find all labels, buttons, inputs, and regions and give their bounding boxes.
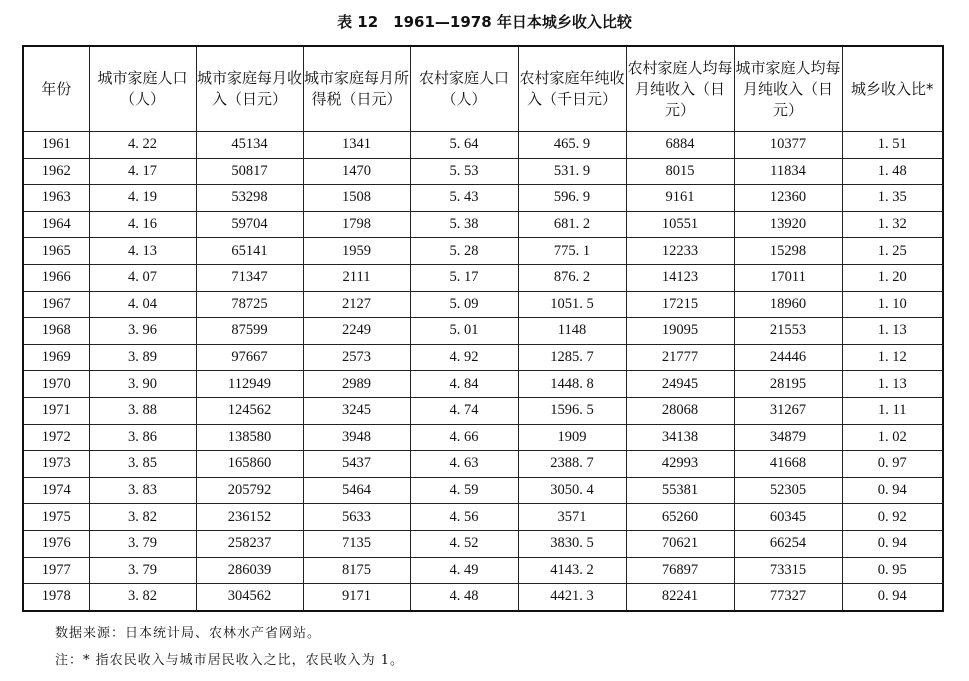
- table-cell: 5633: [303, 504, 410, 531]
- table-cell: 1966: [23, 264, 89, 291]
- table-cell: 50817: [196, 158, 303, 185]
- table-cell: 1051. 5: [518, 291, 626, 318]
- table-cell: 1. 02: [842, 424, 943, 451]
- table-row: [23, 584, 943, 611]
- table-cell: 1972: [23, 424, 89, 451]
- footnote: 注：* 指农民收入与城市居民收入之比，农民收入为 1。: [55, 653, 405, 668]
- table-row: [23, 238, 943, 265]
- table-cell: 1. 12: [842, 344, 943, 371]
- table-cell: 1962: [23, 158, 89, 185]
- table-cell: 531. 9: [518, 158, 626, 185]
- column-header: 城市家庭每月所得税（日元）: [303, 46, 410, 132]
- table-cell: 112949: [196, 371, 303, 398]
- table-cell: 4. 19: [89, 185, 196, 212]
- table-cell: 2573: [303, 344, 410, 371]
- table-cell: 5. 53: [410, 158, 518, 185]
- table-title: 表 12 1961—1978 年日本城乡收入比较: [337, 13, 632, 31]
- table-cell: 21553: [734, 318, 842, 345]
- table-cell: 12233: [626, 238, 734, 265]
- column-header: 年份: [23, 46, 89, 132]
- table-cell: 1968: [23, 318, 89, 345]
- table-cell: 1596. 5: [518, 397, 626, 424]
- table-cell: 6884: [626, 132, 734, 159]
- table-cell: 1965: [23, 238, 89, 265]
- table-cell: 4. 56: [410, 504, 518, 531]
- table-cell: 138580: [196, 424, 303, 451]
- table-cell: 1975: [23, 504, 89, 531]
- table-cell: 5. 28: [410, 238, 518, 265]
- column-header: 城乡收入比*: [842, 46, 943, 132]
- table-cell: 76897: [626, 557, 734, 584]
- table-cell: 66254: [734, 530, 842, 557]
- table-cell: 3. 82: [89, 504, 196, 531]
- table-cell: 3. 85: [89, 451, 196, 478]
- table-cell: 258237: [196, 530, 303, 557]
- table-row: [23, 397, 943, 424]
- table-cell: 1470: [303, 158, 410, 185]
- table-cell: 97667: [196, 344, 303, 371]
- table-cell: 5437: [303, 451, 410, 478]
- table-row: [23, 291, 943, 318]
- table-cell: 1964: [23, 211, 89, 238]
- table-cell: 236152: [196, 504, 303, 531]
- table-cell: 3245: [303, 397, 410, 424]
- table-cell: 28195: [734, 371, 842, 398]
- table-cell: 1. 32: [842, 211, 943, 238]
- table-cell: 73315: [734, 557, 842, 584]
- table-cell: 286039: [196, 557, 303, 584]
- table-cell: 8015: [626, 158, 734, 185]
- table-cell: 1909: [518, 424, 626, 451]
- table-cell: 2388. 7: [518, 451, 626, 478]
- column-header: 农村家庭年纯收入（千日元）: [518, 46, 626, 132]
- table-cell: 65141: [196, 238, 303, 265]
- table-cell: 77327: [734, 584, 842, 611]
- table-cell: 0. 94: [842, 530, 943, 557]
- table-cell: 1. 13: [842, 318, 943, 345]
- table-cell: 5. 01: [410, 318, 518, 345]
- table-cell: 3. 79: [89, 557, 196, 584]
- table-cell: 5. 17: [410, 264, 518, 291]
- table-row: [23, 557, 943, 584]
- table-cell: 124562: [196, 397, 303, 424]
- table-cell: 2127: [303, 291, 410, 318]
- income-comparison-table: [22, 45, 944, 612]
- table-cell: 1341: [303, 132, 410, 159]
- table-cell: 4143. 2: [518, 557, 626, 584]
- table-cell: 18960: [734, 291, 842, 318]
- table-cell: 28068: [626, 397, 734, 424]
- table-cell: 17215: [626, 291, 734, 318]
- table-cell: 82241: [626, 584, 734, 611]
- table-cell: 1967: [23, 291, 89, 318]
- table-cell: 4. 59: [410, 477, 518, 504]
- table-cell: 3. 82: [89, 584, 196, 611]
- table-cell: 0. 97: [842, 451, 943, 478]
- table-cell: 775. 1: [518, 238, 626, 265]
- table-row: [23, 185, 943, 212]
- table-cell: 71347: [196, 264, 303, 291]
- table-cell: 10377: [734, 132, 842, 159]
- table-cell: 34879: [734, 424, 842, 451]
- table-cell: 4. 74: [410, 397, 518, 424]
- table-cell: 3. 86: [89, 424, 196, 451]
- table-cell: 1961: [23, 132, 89, 159]
- table-cell: 34138: [626, 424, 734, 451]
- header-row: [23, 46, 943, 132]
- table-cell: 3. 90: [89, 371, 196, 398]
- table-row: [23, 344, 943, 371]
- column-header: 城市家庭人均每月纯收入（日元）: [734, 46, 842, 132]
- table-cell: 3948: [303, 424, 410, 451]
- table-row: [23, 424, 943, 451]
- source-note: 数据来源：日本统计局、农林水产省网站。: [55, 626, 322, 641]
- table-cell: 1. 35: [842, 185, 943, 212]
- table-row: [23, 264, 943, 291]
- table-cell: 4. 66: [410, 424, 518, 451]
- table-cell: 1448. 8: [518, 371, 626, 398]
- table-cell: 9171: [303, 584, 410, 611]
- table-cell: 1977: [23, 557, 89, 584]
- table-cell: 1974: [23, 477, 89, 504]
- table-row: [23, 451, 943, 478]
- column-header: 农村家庭人口（人）: [410, 46, 518, 132]
- table-cell: 52305: [734, 477, 842, 504]
- table-cell: 4. 17: [89, 158, 196, 185]
- table-cell: 681. 2: [518, 211, 626, 238]
- table-cell: 70621: [626, 530, 734, 557]
- table-cell: 4. 48: [410, 584, 518, 611]
- table-cell: 4. 92: [410, 344, 518, 371]
- table-cell: 17011: [734, 264, 842, 291]
- table-row: [23, 530, 943, 557]
- table-cell: 3. 88: [89, 397, 196, 424]
- table-cell: 8175: [303, 557, 410, 584]
- table-cell: 3830. 5: [518, 530, 626, 557]
- table-row: [23, 371, 943, 398]
- table-cell: 4. 63: [410, 451, 518, 478]
- table-cell: 0. 94: [842, 477, 943, 504]
- table-cell: 15298: [734, 238, 842, 265]
- table-cell: 0. 95: [842, 557, 943, 584]
- table-cell: 4. 04: [89, 291, 196, 318]
- table-row: [23, 477, 943, 504]
- table-cell: 4421. 3: [518, 584, 626, 611]
- table-cell: 1798: [303, 211, 410, 238]
- table-row: [23, 504, 943, 531]
- table-cell: 1. 20: [842, 264, 943, 291]
- table-cell: 24945: [626, 371, 734, 398]
- table-cell: 78725: [196, 291, 303, 318]
- table-cell: 41668: [734, 451, 842, 478]
- table-cell: 42993: [626, 451, 734, 478]
- table-cell: 465. 9: [518, 132, 626, 159]
- table-cell: 4. 16: [89, 211, 196, 238]
- table-cell: 1971: [23, 397, 89, 424]
- table-cell: 4. 07: [89, 264, 196, 291]
- table-cell: 5464: [303, 477, 410, 504]
- table-cell: 1959: [303, 238, 410, 265]
- table-cell: 9161: [626, 185, 734, 212]
- table-cell: 31267: [734, 397, 842, 424]
- table-cell: 1976: [23, 530, 89, 557]
- table-cell: 5. 43: [410, 185, 518, 212]
- table-cell: 53298: [196, 185, 303, 212]
- table-cell: 1. 25: [842, 238, 943, 265]
- table-cell: 4. 49: [410, 557, 518, 584]
- table-cell: 205792: [196, 477, 303, 504]
- table-cell: 4. 84: [410, 371, 518, 398]
- table-cell: 3571: [518, 504, 626, 531]
- table-cell: 1. 10: [842, 291, 943, 318]
- table-cell: 11834: [734, 158, 842, 185]
- table-row: [23, 158, 943, 185]
- table-cell: 3. 96: [89, 318, 196, 345]
- table-cell: 1970: [23, 371, 89, 398]
- table-cell: 65260: [626, 504, 734, 531]
- table-cell: 13920: [734, 211, 842, 238]
- table-cell: 10551: [626, 211, 734, 238]
- table-cell: 2249: [303, 318, 410, 345]
- table-cell: 304562: [196, 584, 303, 611]
- table-cell: 165860: [196, 451, 303, 478]
- table-cell: 4. 13: [89, 238, 196, 265]
- table-cell: 1. 51: [842, 132, 943, 159]
- table-cell: 0. 94: [842, 584, 943, 611]
- column-header: 城市家庭每月收入（日元）: [196, 46, 303, 132]
- table-cell: 12360: [734, 185, 842, 212]
- table-cell: 1978: [23, 584, 89, 611]
- table-cell: 45134: [196, 132, 303, 159]
- table-cell: 24446: [734, 344, 842, 371]
- column-header: 城市家庭人口（人）: [89, 46, 196, 132]
- table-cell: 3. 79: [89, 530, 196, 557]
- table-cell: 5. 38: [410, 211, 518, 238]
- table-cell: 1. 11: [842, 397, 943, 424]
- table-cell: 3. 83: [89, 477, 196, 504]
- table-row: [23, 211, 943, 238]
- table-cell: 7135: [303, 530, 410, 557]
- table-cell: 1969: [23, 344, 89, 371]
- table-cell: 3. 89: [89, 344, 196, 371]
- table-cell: 1508: [303, 185, 410, 212]
- table-row: [23, 318, 943, 345]
- table-cell: 1973: [23, 451, 89, 478]
- table-cell: 1148: [518, 318, 626, 345]
- table-cell: 60345: [734, 504, 842, 531]
- table-cell: 55381: [626, 477, 734, 504]
- table-row: [23, 132, 943, 159]
- table-cell: 3050. 4: [518, 477, 626, 504]
- table-cell: 0. 92: [842, 504, 943, 531]
- table-cell: 876. 2: [518, 264, 626, 291]
- table-cell: 1285. 7: [518, 344, 626, 371]
- table-cell: 14123: [626, 264, 734, 291]
- table-cell: 596. 9: [518, 185, 626, 212]
- table-cell: 4. 22: [89, 132, 196, 159]
- table-cell: 4. 52: [410, 530, 518, 557]
- table-cell: 59704: [196, 211, 303, 238]
- table-cell: 19095: [626, 318, 734, 345]
- table-cell: 5. 64: [410, 132, 518, 159]
- table-cell: 1. 48: [842, 158, 943, 185]
- table-cell: 1. 13: [842, 371, 943, 398]
- table-cell: 5. 09: [410, 291, 518, 318]
- table-cell: 2111: [303, 264, 410, 291]
- table-cell: 2989: [303, 371, 410, 398]
- column-header: 农村家庭人均每月纯收入（日元）: [626, 46, 734, 132]
- table-cell: 21777: [626, 344, 734, 371]
- table-cell: 1963: [23, 185, 89, 212]
- table-cell: 87599: [196, 318, 303, 345]
